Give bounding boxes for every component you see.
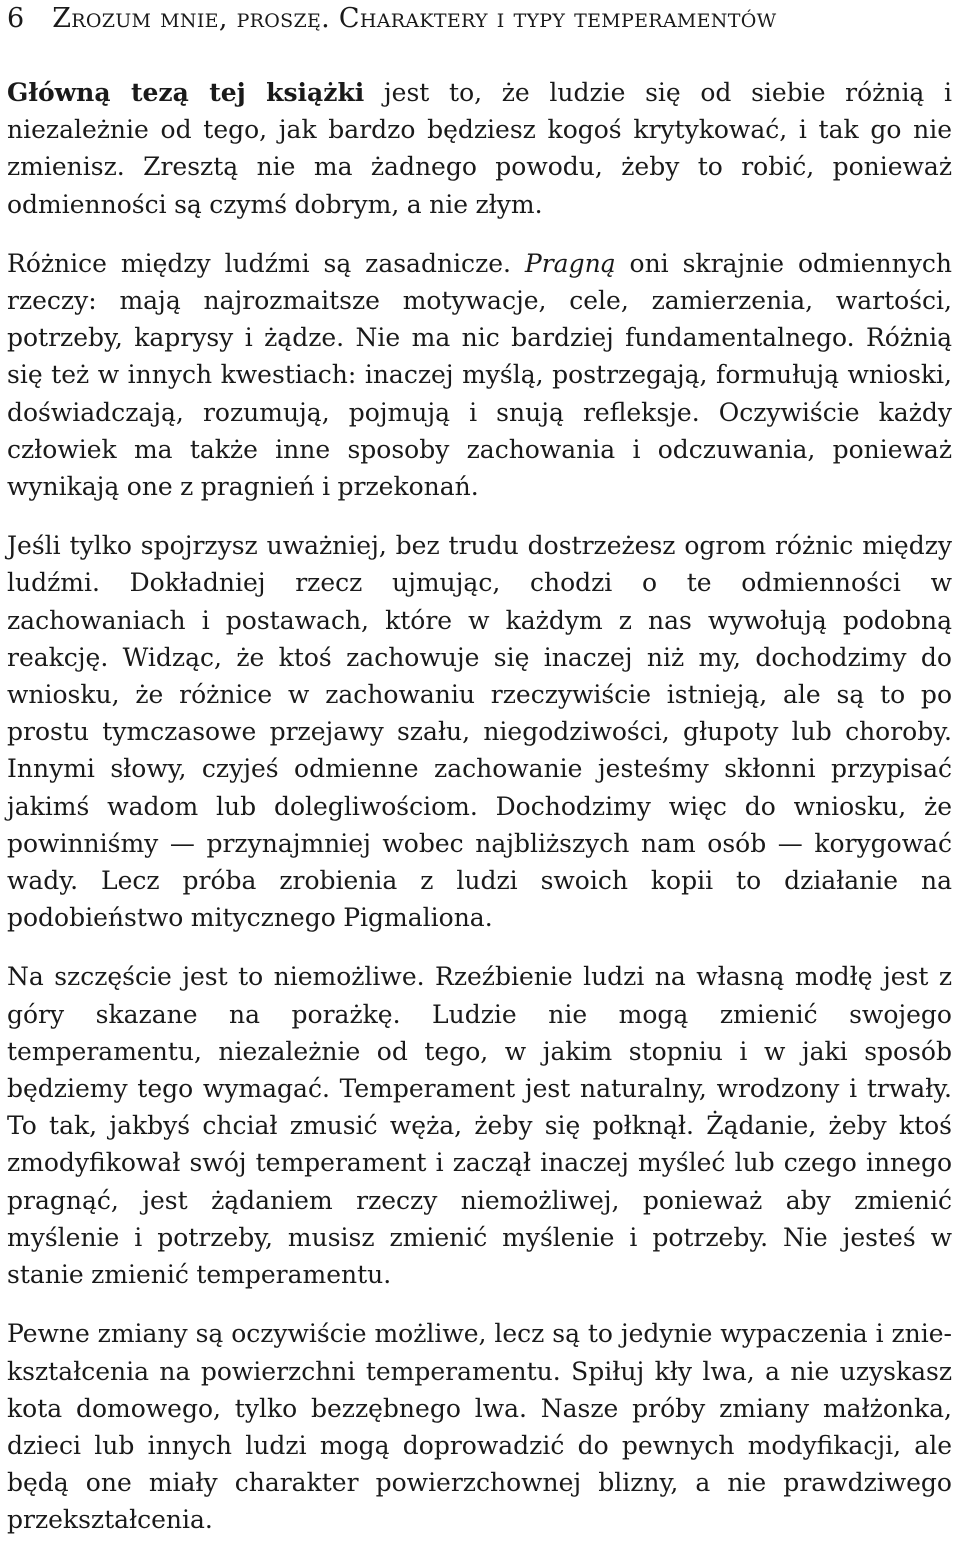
thesis-lead: Główną tezą tej książki [7,78,365,107]
paragraph-differences [7,245,952,505]
differences-text-end: oni skrajnie odmiennych rzeczy: mają najrozmaitsze motywacje, cele, zamierzenia, wartości, potrzeby, kaprysy i żądze. Nie ma nic bardziej fundamentalnego. Różnią się też w innych kwestiach: inaczej myślą, postrzegają, formułują wnioski, doświadczają, rozumują, pojmują i snują refleksje. Oczywiście każdy człowiek ma także inne sposoby zachowania i odczuwania, ponieważ wynikają one z pragnień i przekonań. [7,248,952,502]
body-text [7,74,952,1561]
running-header [7,2,952,38]
running-title: Zrozum mnie, proszę. Charaktery i typy temperamentów [52,3,777,34]
paragraph-thesis [7,74,952,223]
paragraph-changes [7,1315,952,1538]
thesis-text: jest to, że ludzie się od siebie różnią i niezależnie od tego, jak bardzo będziesz kogoś krytykować, i tak go nie zmienisz. Zresztą nie ma żadnego powodu, żeby to robić, ponieważ odmienności są czymś dobrym, a nie złym. [7,78,952,219]
page-number: 6 [7,3,25,34]
paragraph-temperament [7,958,952,1293]
pygmalion-text: Jeśli tylko spojrzysz uważniej, bez trudu dostrzeżesz ogrom różnic między ludźmi. Dokładniej rzecz ujmując, chodzi o te odmienności w zachowaniach i postawach, które w każdym z nas wywołują podobną reakcję. Widząc, że ktoś zachowuje się inaczej niż my, dochodzimy do wniosku, że różnice w zachowaniu rzeczywiście istnieją, ale są to po prostu tymczasowe przejawy szału, niegodziwości, głupoty lub choroby. Innymi słowy, czyjeś odmienne zachowanie jesteśmy skłonni przypisać jakimś wadom lub dolegliwościom. Dochodzimy więc do wniosku, że powinniśmy — przynajmniej wobec najbliższych nam osób — korygować wady. Lecz próba zrobienia z ludzi swoich kopii to działanie na podobieństwo mitycznego Pigmaliona. [7,531,952,933]
differences-text-start: Różnice między ludźmi są zasadnicze. [7,248,525,278]
paragraph-pygmalion [7,527,952,936]
changes-text: Pewne zmiany są oczywiście możliwe, lecz są to jedynie wypaczenia i zniekształcenia na powierzchni temperamentu. Spiłuj kły lwa, a nie uzyskasz kota domowego, tylko bezzębnego lwa. Nasze próby zmiany małżonka, dzieci lub innych ludzi mogą doprowadzić do pewnych modyfikacji, ale będą one miały charakter powierzchownej blizny, a nie prawdziwego przekształcenia. [7,1319,952,1535]
temperament-text: Na szczęście jest to niemożliwe. Rzeźbienie ludzi na własną modłę jest z góry skazane na porażkę. Ludzie nie mogą zmienić swojego temperamentu, niezależnie od tego, w jakim stopniu i w jaki sposób będziemy tego wymagać. Temperament jest naturalny, wrodzony i trwały. To tak, jakbyś chciał zmusić węża, żeby się połknął. Żądanie, żeby ktoś zmodyfikował swój temperament i zaczął inaczej myśleć lub czego innego pragnąć, jest żądaniem rzeczy niemożliwej, ponieważ aby zmienić myślenie i potrzeby, musisz zmienić myślenie i potrzeby. Nie jesteś w stanie zmienić temperamentu. [7,962,952,1290]
differences-italic-word: Pragną [524,248,616,278]
